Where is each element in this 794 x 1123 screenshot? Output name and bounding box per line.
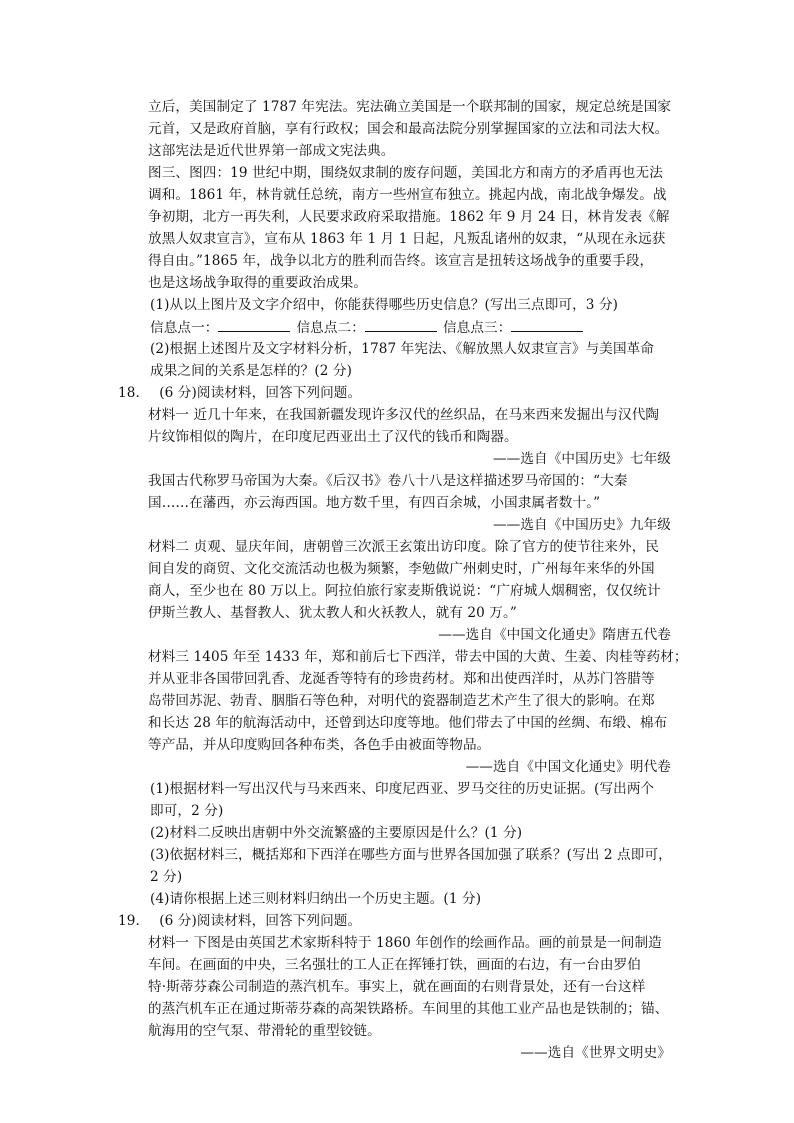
q18-header	[118, 383, 361, 403]
q18-material-1b-line: 国……在藩西，亦云海西国。地方数千里，有四百余城，小国隶属者数十。”	[148, 495, 601, 511]
q17-sub-question-1: (1)从以上图片及文字介绍中，你能获得哪些历史信息？(写出三点即可，3 分)	[150, 297, 619, 313]
q17-text-line: 放黑人奴隶宣言》，宣布从 1863 年 1 月 1 日起，凡叛乱诸州的奴隶，“从现在永远获	[148, 231, 666, 247]
q18-sub-question: (1)根据材料一写出汉代与马来西来、印度尼西亚、罗马交往的历史证据。(写出两个	[150, 781, 655, 797]
q18-material-3-line: 岛带回苏泥、勃青、胭脂石等色种，对明代的瓷器制造艺术产生了很大的影响。在郑	[148, 693, 655, 709]
source-citation: ——选自《中国文化通史》隋唐五代卷	[438, 627, 671, 643]
source-citation: ——选自《中国历史》七年级	[492, 451, 671, 467]
q18-material-2-line: 伊斯兰教人、基督教人、犹太教人和火袄教人，就有 20 万。”	[148, 605, 517, 621]
q18-sub-question: 即可，2 分)	[150, 803, 224, 819]
answer-blank[interactable]	[365, 317, 437, 332]
q19-material-1-line: 车间。在画面的中央，三名强壮的工人正在挥锤打铁，画面的右边，有一台由罗伯	[148, 957, 641, 973]
source-citation: ——选自《世界文明史》	[520, 1045, 671, 1061]
q18-material-2-line: 材料二 贞观、显庆年间，唐朝曾三次派王玄策出访印度。除了官方的使节往来外，民	[148, 539, 660, 555]
q18-material-1-line: 材料一 近几十年来，在我国新疆发现许多汉代的丝织品，在马来西来发掘出与汉代陶	[148, 407, 660, 423]
question-stem: (6 分)阅读材料，回答下列问题。	[159, 913, 362, 929]
q17-text-line: 也是这场战争取得的重要政治成果。	[148, 275, 368, 291]
question-number: 19．	[118, 913, 150, 929]
answer-blank[interactable]	[511, 317, 583, 332]
q18-sub-question: (3)依据材料三，概括郑和下西洋在哪些方面与世界各国加强了联系？(写出 2 点即可，	[150, 847, 672, 863]
q18-sub-question: 2 分)	[150, 869, 183, 885]
q17-text-line: 立后，美国制定了 1787 年宪法。宪法确立美国是一个联邦制的国家，规定总统是国家	[148, 99, 672, 115]
q17-text-line: 图三、图四：19 世纪中期，围绕奴隶制的废存问题，美国北方和南方的矛盾再也无法	[148, 165, 663, 181]
q18-material-2-line: 间自发的商贸、文化交流活动也极为频繁，李勉做广州刺史时，广州每年来华的外国	[148, 561, 655, 577]
q19-material-1-line: 特·斯蒂芬森公司制造的蒸汽机车。事实上，就在画面的右则背景处，还有一台这样	[148, 979, 646, 995]
question-number: 18．	[118, 385, 150, 401]
q18-material-3-line: 并从亚非各国带回乳香、龙涎香等特有的珍贵药材。郑和出使西洋时，从苏门答腊等	[148, 671, 655, 687]
q18-sub-question: (4)请你根据上述三则材料归纳出一个历史主题。(1 分)	[150, 891, 482, 907]
q19-material-1-line: 航海用的空气泵、带滑轮的重型铰链。	[148, 1023, 381, 1039]
q17-text-line: 争初期，北方一再失利，人民要求政府采取措施。1862 年 9 月 24 日，林肯发表《解	[148, 209, 670, 225]
q18-material-1b-line: 我国古代称罗马帝国为大秦。《后汉书》卷八十八是这样描述罗马帝国的：“大秦	[148, 473, 628, 489]
q17-text-line: 得自由。”1865 年，战争以北方的胜利而告终。该宣言是扭转这场战争的重要手段，	[148, 253, 654, 269]
q17-info-points	[150, 317, 589, 338]
q17-text-line: 调和。1861 年，林肯就任总统，南方一些州宣布独立。挑起内战，南北战争爆发。战	[148, 187, 667, 203]
source-citation: ——选自《中国历史》九年级	[492, 517, 671, 533]
q18-material-3-line: 等产品，并从印度购回各种布类，各色手由被面等物品。	[148, 737, 491, 753]
q18-material-1-line: 片纹饰相似的陶片，在印度尼西亚出土了汉代的钱币和陶器。	[148, 429, 518, 445]
q18-material-3-line: 材料三 1405 年至 1433 年，郑和前后七下西洋，带去中国的大黄、生姜、肉桂等药材；	[148, 649, 688, 665]
q17-sub-question-2: (2)根据上述图片及文字材料分析，1787 年宪法、《解放黑人奴隶宣言》与美国革命	[150, 341, 655, 357]
info-point-label: 信息点一：	[150, 320, 219, 336]
answer-blank[interactable]	[218, 317, 290, 332]
q18-material-2-line: 商人，至少也在 80 万以上。阿拉伯旅行家麦斯俄说说：“广府城人烟稠密，仅仅统计	[148, 583, 661, 599]
q19-header	[118, 911, 361, 931]
q17-text-line: 元首，又是政府首脑，享有行政权；国会和最高法院分别掌握国家的立法和司法大权。	[148, 121, 669, 137]
question-stem: (6 分)阅读材料，回答下列问题。	[159, 385, 362, 401]
q19-material-1-line: 材料一 下图是由英国艺术家斯科特于 1860 年创作的绘画作品。画的前景是一间制造	[148, 935, 662, 951]
source-citation: ——选自《中国文化通史》明代卷	[465, 759, 671, 775]
q19-material-1-line: 的蒸汽机车正在通过斯蒂芬森的高架铁路桥。车间里的其他工业产品也是铁制的；锚、	[148, 1001, 669, 1017]
q17-sub-question-2: 成果之间的关系是怎样的？(2 分)	[150, 363, 352, 379]
info-point-label: 信息点二：	[296, 320, 365, 336]
q18-sub-question: (2)材料二反映出唐朝中外交流繁盛的主要原因是什么？(1 分)	[150, 825, 523, 841]
q17-text-line: 这部宪法是近代世界第一部成文宪法典。	[148, 143, 395, 159]
info-point-label: 信息点三：	[442, 320, 512, 336]
q18-material-3-line: 和长达 28 年的航海活动中，还曾到达印度等地。他们带去了中国的丝绸、布缎、棉布	[148, 715, 668, 731]
